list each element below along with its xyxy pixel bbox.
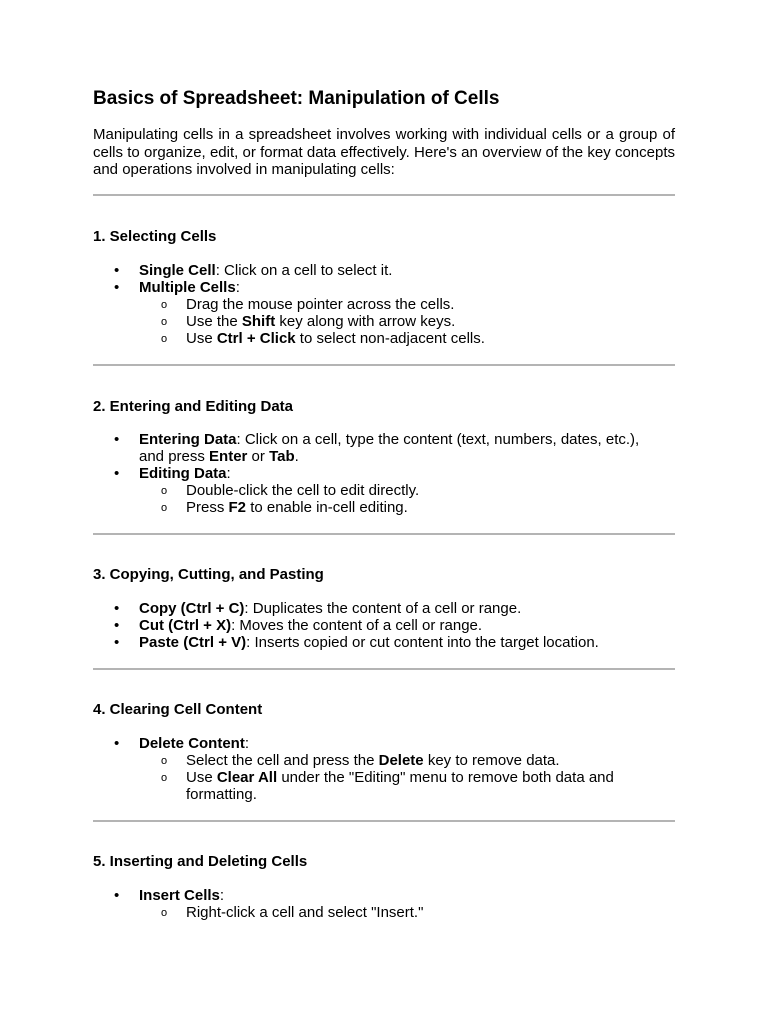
item-term: Insert Cells [139, 887, 220, 904]
bullet-icon: • [114, 617, 120, 634]
list-item [93, 617, 675, 634]
sub-list-item [139, 313, 675, 330]
list-item [93, 262, 675, 279]
item-term: Multiple Cells [139, 279, 236, 296]
item-continuation [139, 448, 675, 465]
sub-item-text: Drag the mouse pointer across the cells. [186, 296, 455, 313]
sub-list-item [139, 499, 675, 516]
sub-item-text: to select non-adjacent cells. [295, 330, 485, 347]
item-text: . [294, 448, 299, 465]
item-term: Delete Content [139, 735, 245, 752]
section-heading-inserting-deleting: 5. Inserting and Deleting Cells [93, 853, 308, 870]
list-item [93, 600, 675, 617]
sub-list-item [139, 769, 675, 803]
item-text: : [244, 735, 250, 752]
document-title: Basics of Spreadsheet: Manipulation of Cells [93, 88, 500, 109]
list-item [93, 279, 675, 347]
section-divider [93, 364, 675, 366]
sub-item-term: Shift [241, 313, 276, 330]
sub-list [139, 904, 675, 921]
item-text: : Click on a cell to select it. [215, 262, 393, 279]
bullet-icon: • [114, 735, 120, 752]
bullet-icon: • [114, 600, 120, 617]
item-text: or [247, 448, 270, 465]
section-list-inserting-deleting [93, 887, 675, 921]
section-divider [93, 533, 675, 535]
sub-list [139, 296, 675, 347]
section-list-copy-cut-paste [93, 600, 675, 651]
sub-item-text: Right-click a cell and select "Insert." [186, 904, 424, 921]
bullet-icon: • [114, 431, 120, 448]
sub-item-text: Select the cell and press the [186, 752, 379, 769]
item-term: Tab [269, 448, 295, 465]
bullet-icon: • [114, 465, 120, 482]
sub-item-text: Double-click the cell to edit directly. [186, 482, 420, 499]
sub-item-text: key along with arrow keys. [275, 313, 456, 330]
section-list-selecting-cells [93, 262, 675, 347]
sub-item-text: key to remove data. [423, 752, 560, 769]
intro-paragraph: Manipulating cells in a spreadsheet involves working with individual cells or a group of cells to organize, edit, or format data effectively. Here's an overview of the key concepts and operations involved in manipulating cells: [93, 126, 675, 178]
sub-item-text: Use [186, 330, 217, 347]
section-list-entering-editing [93, 431, 675, 516]
sub-item-text: Press [186, 499, 229, 516]
section-heading-entering-editing: 2. Entering and Editing Data [93, 398, 294, 415]
sub-item-term: Delete [378, 752, 424, 769]
section-divider [93, 668, 675, 670]
sub-bullet-icon: o [161, 772, 168, 784]
bullet-icon: • [114, 634, 120, 651]
item-term: Single Cell [139, 262, 216, 279]
sub-list [139, 482, 675, 516]
list-item [93, 735, 675, 803]
sub-item-text: under the "Editing" menu to remove both data and [277, 769, 614, 786]
bullet-icon: • [114, 279, 120, 296]
sub-item-term: Ctrl + Click [216, 330, 296, 347]
sub-bullet-icon: o [161, 907, 168, 919]
sub-item-term: F2 [228, 499, 247, 516]
section-divider [93, 194, 675, 196]
sub-list-item [139, 904, 675, 921]
sub-list [139, 752, 675, 803]
item-text: : [219, 887, 225, 904]
item-term: Entering Data [139, 431, 237, 448]
list-item [93, 887, 675, 921]
sub-list-item [139, 330, 675, 347]
sub-item-text: to enable in-cell editing. [246, 499, 408, 516]
sub-bullet-icon: o [161, 485, 168, 497]
bullet-icon: • [114, 887, 120, 904]
sub-list-item [139, 482, 675, 499]
list-item [93, 431, 675, 465]
sub-list-item [139, 752, 675, 769]
item-term: Paste (Ctrl + V) [139, 634, 247, 651]
sub-bullet-icon: o [161, 316, 168, 328]
sub-item-term: Clear All [216, 769, 278, 786]
item-term: Copy (Ctrl + C) [139, 600, 245, 617]
sub-list-item [139, 296, 675, 313]
list-item [93, 465, 675, 516]
item-text: : Duplicates the content of a cell or range. [244, 600, 522, 617]
section-divider [93, 820, 675, 822]
section-list-clearing-content [93, 735, 675, 803]
sub-bullet-icon: o [161, 299, 168, 311]
bullet-icon: • [114, 262, 120, 279]
item-text: and press [139, 448, 210, 465]
item-term: Cut (Ctrl + X) [139, 617, 232, 634]
item-text: : [235, 279, 240, 296]
item-text: : [226, 465, 231, 482]
section-heading-copy-cut-paste: 3. Copying, Cutting, and Pasting [93, 566, 324, 583]
item-text: : Click on a cell, type the content (text, numbers, dates, etc.), [236, 431, 640, 448]
sub-item-text: Use the [186, 313, 242, 330]
list-item [93, 634, 675, 651]
sub-bullet-icon: o [161, 333, 168, 345]
item-term: Enter [209, 448, 248, 465]
sub-bullet-icon: o [161, 502, 168, 514]
sub-bullet-icon: o [161, 755, 168, 767]
item-text: : Moves the content of a cell or range. [231, 617, 483, 634]
section-heading-selecting-cells: 1. Selecting Cells [93, 228, 217, 245]
sub-item-text: Use [186, 769, 217, 786]
item-text: : Inserts copied or cut content into the target location. [246, 634, 599, 651]
item-term: Editing Data [139, 465, 227, 482]
sub-item-continuation: formatting. [186, 786, 257, 803]
section-heading-clearing-content: 4. Clearing Cell Content [93, 701, 263, 718]
